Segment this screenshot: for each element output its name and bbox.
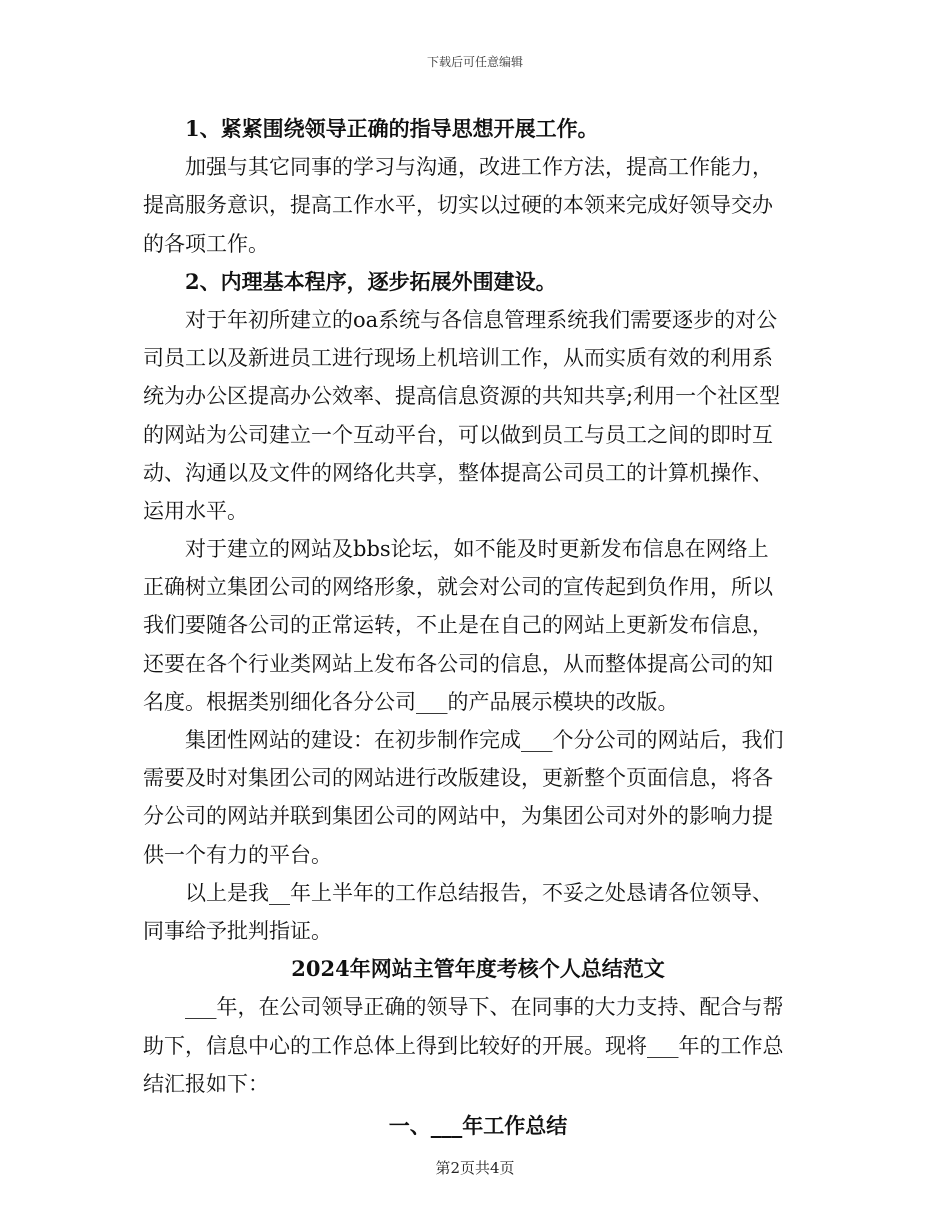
paragraph-line: 正确树立集团公司的网络形象，就会对公司的宣传起到负作用，所以: [143, 575, 773, 600]
paragraph-line: 动、沟通以及文件的网络化共享，整体提高公司员工的计算机操作、: [143, 460, 773, 485]
paragraph-line: 助下，信息中心的工作总体上得到比较好的开展。现将___年的工作总: [143, 1033, 784, 1058]
paragraph-line: 需要及时对集团公司的网站进行改版建设，更新整个页面信息，将各: [143, 766, 773, 791]
paragraph-line: ___年，在公司领导正确的领导下、在同事的大力支持、配合与帮: [185, 995, 784, 1020]
section-heading-1: 1、紧紧围绕领导正确的指导思想开展工作。: [185, 116, 599, 141]
paragraph-line: 集团性网站的建设：在初步制作完成___个分公司的网站后，我们: [185, 728, 784, 752]
paragraph-line: 同事给予批判指证。: [143, 918, 332, 943]
paragraph-line: 司员工以及新进员工进行现场上机培训工作，从而实质有效的利用系: [143, 346, 773, 371]
paragraph-line: 的各项工作。: [143, 231, 269, 256]
paragraph-line: 名度。根据类别细化各分公司___的产品展示模块的改版。: [143, 689, 679, 714]
paragraph-line: 提高服务意识，提高工作水平，切实以过硬的本领来完成好领导交办: [143, 193, 773, 218]
section-heading-2: 2、内理基本程序，逐步拓展外围建设。: [185, 268, 557, 294]
paragraph-line: 分公司的网站并联到集团公司的网站中，为集团公司对外的影响力提: [143, 804, 773, 829]
paragraph-line: 还要在各个行业类网站上发布各公司的信息，从而整体提高公司的知: [143, 651, 773, 676]
paragraph-line: 我们要随各公司的正常运转，不止是在自己的网站上更新发布信息，: [143, 613, 773, 638]
paragraph-line: 加强与其它同事的学习与沟通，改进工作方法，提高工作能力，: [185, 155, 773, 180]
paragraph-line: 供一个有力的平台。: [143, 842, 332, 867]
paragraph-line: 对于建立的网站及bbs论坛，如不能及时更新发布信息在网络上: [185, 537, 769, 562]
paragraph-line: 的网站为公司建立一个互动平台，可以做到员工与员工之间的即时互: [143, 422, 773, 447]
article-title: 2024年网站主管年度考核个人总结范文: [291, 956, 665, 982]
paragraph-line: 以上是我__年上半年的工作总结报告，不妥之处恳请各位领导、: [185, 880, 773, 905]
page-header: 下载后可任意编辑: [426, 55, 523, 69]
page-number: 第2页共4页: [435, 1159, 515, 1177]
paragraph-line: 结汇报如下：: [143, 1071, 269, 1096]
document-body: [143, 110, 813, 1145]
paragraph-line: 统为办公区提高办公效率、提高信息资源的共知共享;利用一个社区型: [143, 384, 781, 409]
paragraph-line: 对于年初所建立的oa系统与各信息管理系统我们需要逐步的对公: [185, 307, 778, 332]
paragraph-line: 运用水平。: [143, 498, 248, 523]
subsection-heading: 一、___年工作总结: [388, 1112, 568, 1138]
